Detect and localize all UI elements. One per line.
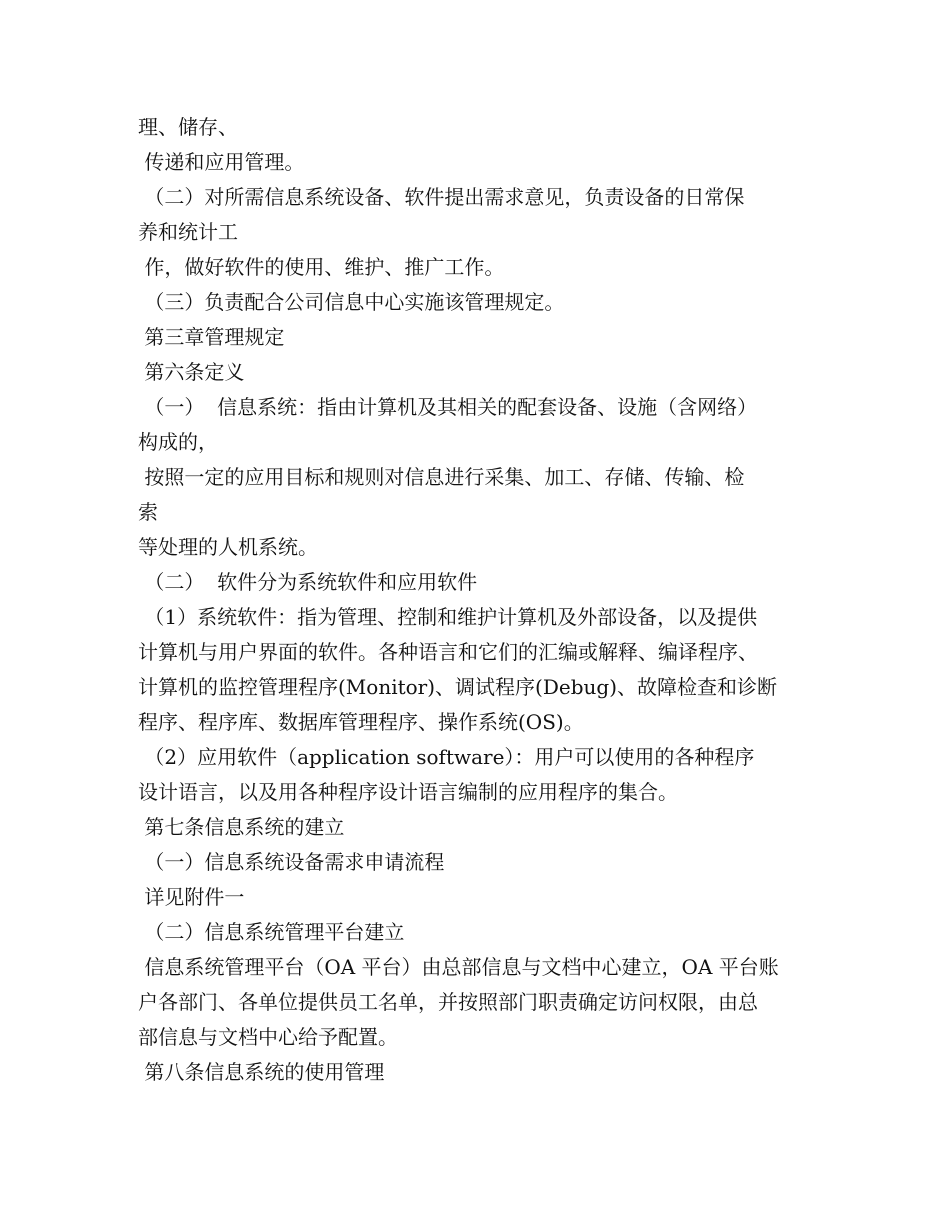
text-line: 设计语言，以及用各种程序设计语言编制的应用程序的集合。: [138, 780, 678, 804]
text-line: 构成的，: [138, 430, 218, 454]
text-line: 按照一定的应用目标和规则对信息进行采集、加工、存储、传输、检: [138, 465, 745, 489]
text-line: 理、储存、: [138, 115, 238, 139]
text-line: 作，做好软件的使用、维护、推广工作。: [138, 255, 505, 279]
text-line: （2）应用软件（application software）：用户可以使用的各种程序: [138, 745, 755, 769]
text-line: 程序、程序库、数据库管理程序、操作系统(OS)。: [138, 710, 584, 734]
text-line: （二）信息系统管理平台建立: [138, 920, 405, 944]
text-line: （二） 软件分为系统软件和应用软件: [138, 570, 478, 594]
text-line: （二）对所需信息系统设备、软件提出需求意见，负责设备的日常保: [138, 185, 745, 209]
document-body: [138, 110, 828, 1090]
text-line: 计算机的监控管理程序(Monitor)、调试程序(Debug)、故障检查和诊断: [138, 675, 778, 699]
chapter-heading: 第三章管理规定: [138, 325, 285, 349]
text-line: 详见附件一: [138, 885, 245, 909]
text-line: 计算机与用户界面的软件。各种语言和它们的汇编或解释、编译程序、: [138, 640, 758, 664]
text-line: 信息系统管理平台（OA 平台）由总部信息与文档中心建立，OA 平台账: [138, 955, 779, 979]
text-line: 传递和应用管理。: [138, 150, 305, 174]
text-line: （三）负责配合公司信息中心实施该管理规定。: [138, 290, 565, 314]
article-heading: 第八条信息系统的使用管理: [138, 1060, 385, 1084]
text-line: 索: [138, 500, 158, 524]
text-line: 养和统计工: [138, 220, 238, 244]
text-line: 户各部门、各单位提供员工名单，并按照部门职责确定访问权限，由总: [138, 990, 758, 1014]
text-line: （一）信息系统设备需求申请流程: [138, 850, 445, 874]
text-line: 部信息与文档中心给予配置。: [138, 1025, 398, 1049]
text-line: （1）系统软件：指为管理、控制和维护计算机及外部设备，以及提供: [138, 605, 758, 629]
text-line: 等处理的人机系统。: [138, 535, 318, 559]
article-heading: 第七条信息系统的建立: [138, 815, 345, 839]
text-line: （一） 信息系统：指由计算机及其相关的配套设备、设施（含网络）: [138, 395, 758, 419]
article-heading: 第六条定义: [138, 360, 245, 384]
